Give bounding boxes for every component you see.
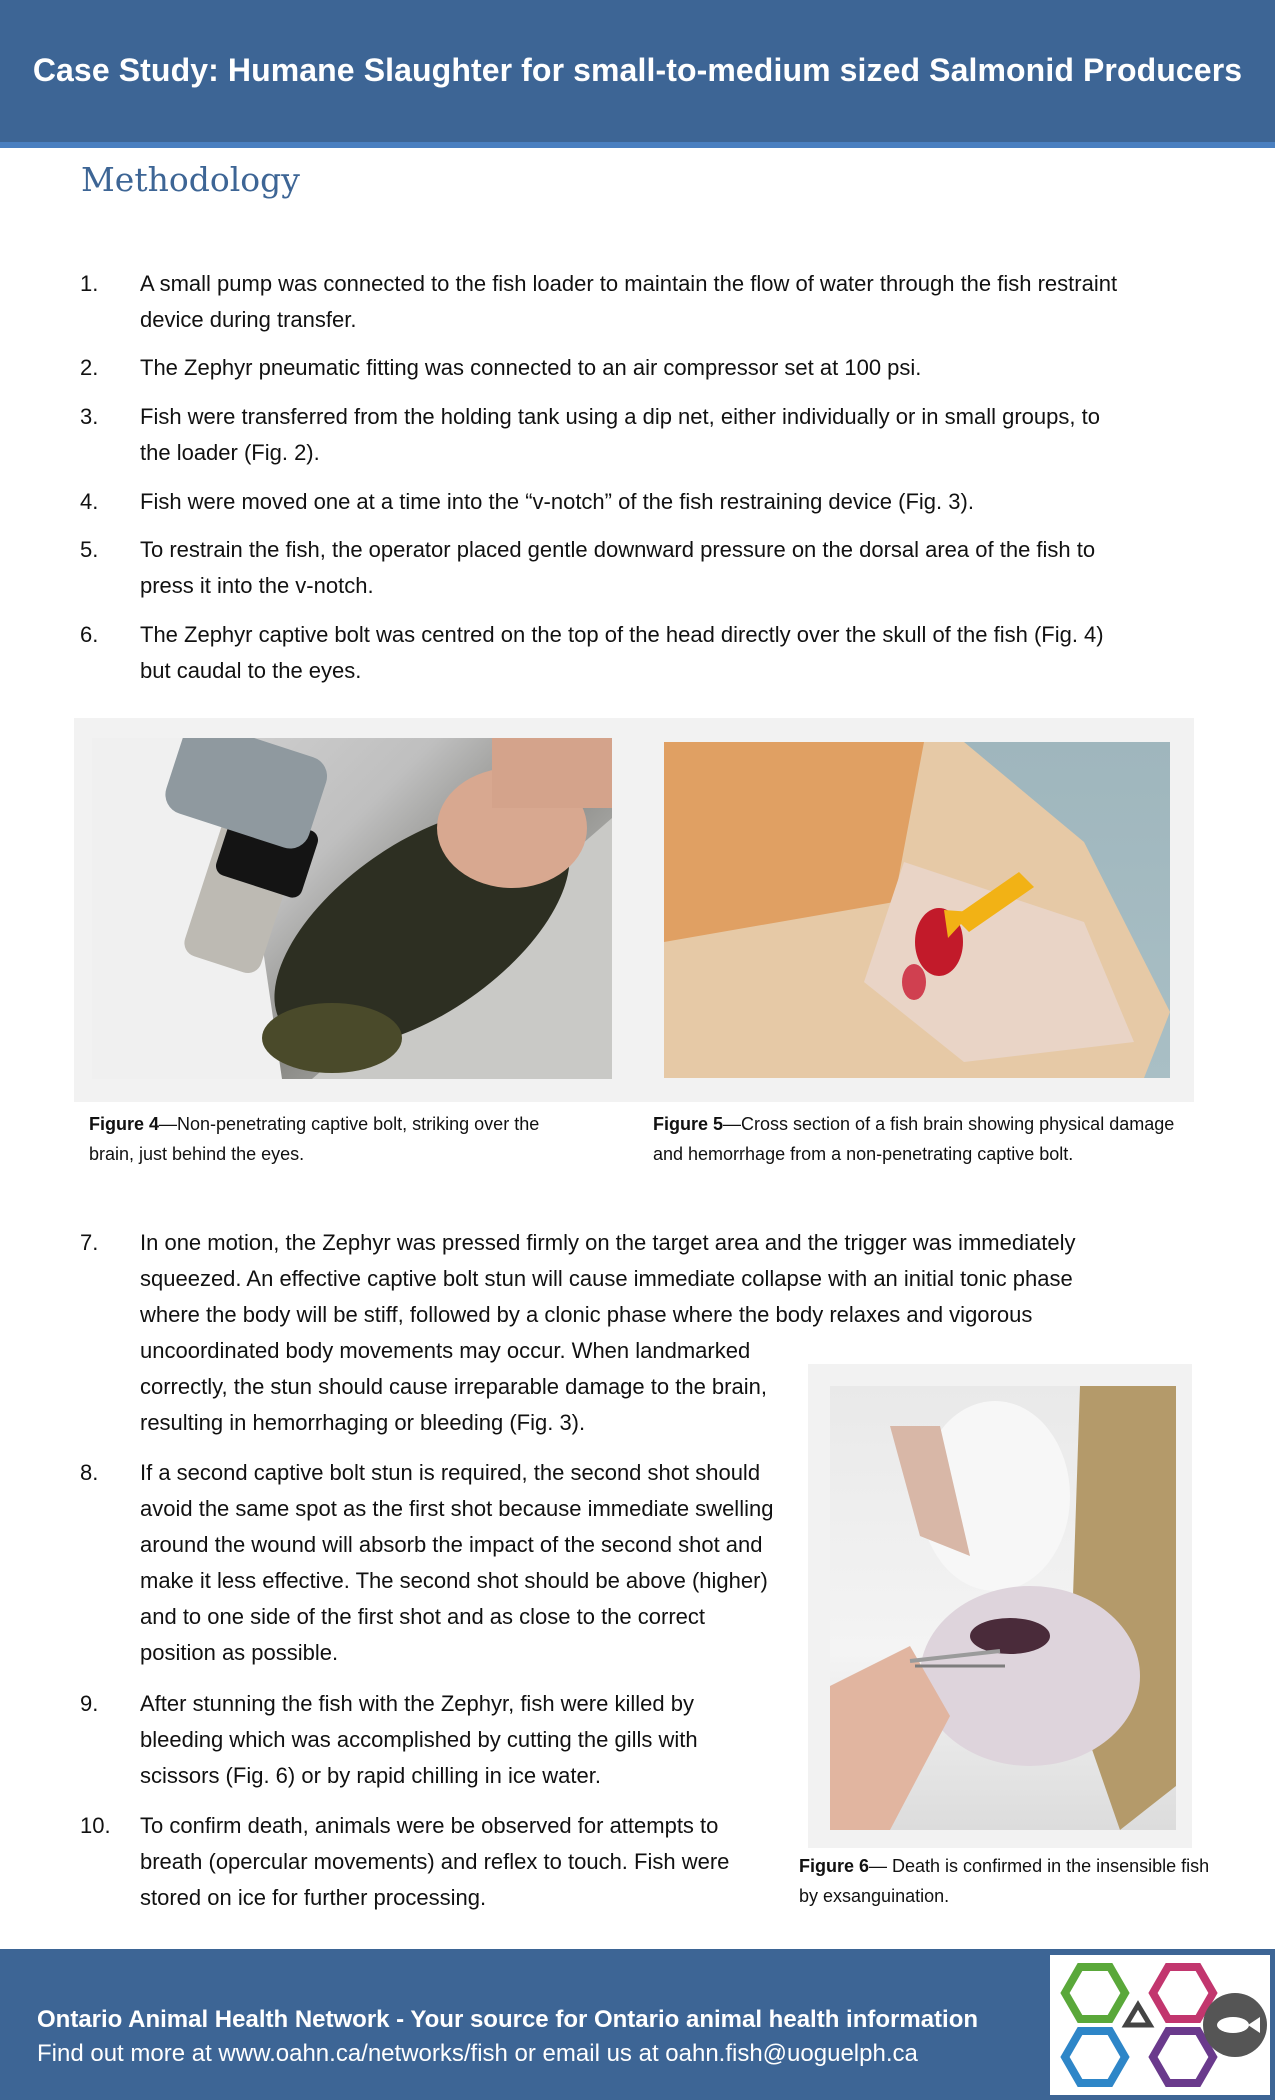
page-title: Case Study: Humane Slaughter for small-to-medium sized Salmonid Producers bbox=[32, 52, 1243, 88]
step-line: breath (opercular movements) and reflex to touch. Fish were bbox=[140, 1849, 730, 1874]
step-line: uncoordinated body movements may occur. When landmarked bbox=[140, 1338, 751, 1363]
step-line: The Zephyr pneumatic fitting was connected to an air compressor set at 100 psi. bbox=[140, 355, 922, 380]
step-line: but caudal to the eyes. bbox=[140, 658, 362, 683]
step-number: 4. bbox=[80, 489, 99, 514]
figure-4-caption bbox=[89, 1109, 609, 1169]
step-text bbox=[140, 399, 1100, 471]
oahn-logo-mark bbox=[1050, 1955, 1270, 2095]
figure-5-photo bbox=[664, 742, 1170, 1078]
figure-6-caption-text: — Death is confirmed in the insensible fish bbox=[869, 1856, 1210, 1876]
step-line: and to one side of the first shot and as close to the correct bbox=[140, 1604, 705, 1629]
step-line: resulting in hemorrhaging or bleeding (Fig. 3). bbox=[140, 1410, 586, 1435]
step-line: position as possible. bbox=[140, 1640, 339, 1665]
figure-5-label: Figure 5 bbox=[653, 1114, 724, 1134]
step-line: correctly, the stun should cause irreparable damage to the brain, bbox=[140, 1374, 767, 1399]
step-number: 7. bbox=[80, 1230, 99, 1255]
step-line: To restrain the fish, the operator placed gentle downward pressure on the dorsal area of the fish to bbox=[140, 537, 1096, 562]
step-line: After stunning the fish with the Zephyr, fish were killed by bbox=[140, 1691, 694, 1716]
step-line: scissors (Fig. 6) or by rapid chilling in ice water. bbox=[140, 1763, 601, 1788]
step-number: 9. bbox=[80, 1691, 99, 1716]
step-number: 2. bbox=[80, 355, 99, 380]
gill-cutting-illustration bbox=[830, 1386, 1176, 1830]
step-number: 6. bbox=[80, 622, 99, 647]
figure-4-caption-text-2: brain, just behind the eyes. bbox=[89, 1144, 305, 1164]
step-text bbox=[140, 532, 1095, 604]
step-line: In one motion, the Zephyr was pressed firmly on the target area and the trigger was immediately bbox=[140, 1230, 1076, 1255]
footer-tagline: Ontario Animal Health Network - Your source for Ontario animal health information bbox=[37, 2006, 979, 2033]
step-text bbox=[140, 484, 974, 520]
section-title: Methodology bbox=[81, 160, 300, 199]
figure-6-caption bbox=[799, 1851, 1239, 1911]
step-line: device during transfer. bbox=[140, 307, 357, 332]
step-number: 5. bbox=[80, 537, 99, 562]
step-text bbox=[140, 1808, 729, 1916]
step-line: press it into the v-notch. bbox=[140, 573, 374, 598]
step-line: If a second captive bolt stun is required, the second shot should bbox=[140, 1460, 761, 1485]
fish-brain-cross-section bbox=[664, 742, 1170, 1078]
step-line: The Zephyr captive bolt was centred on the top of the head directly over the skull of the fish (Fig. 4) bbox=[140, 622, 1104, 647]
step-line: stored on ice for further processing. bbox=[140, 1885, 487, 1910]
figure-6-photo bbox=[830, 1386, 1176, 1830]
step-number: 3. bbox=[80, 404, 99, 429]
step-line: To confirm death, animals were be observed for attempts to bbox=[140, 1813, 719, 1838]
figure-6-label: Figure 6 bbox=[799, 1856, 870, 1876]
step-text bbox=[140, 350, 921, 386]
step-text bbox=[140, 1686, 698, 1794]
step-line: Fish were moved one at a time into the “v-notch” of the fish restraining device (Fig. 3). bbox=[140, 489, 974, 514]
step-number: 10. bbox=[80, 1813, 111, 1838]
page-header bbox=[0, 0, 1275, 148]
figure-4-photo bbox=[92, 738, 612, 1079]
step-text bbox=[140, 617, 1104, 689]
step-line: Fish were transferred from the holding tank using a dip net, either individually or in small groups, to bbox=[140, 404, 1100, 429]
figure-5-caption bbox=[653, 1109, 1213, 1169]
step-number: 1. bbox=[80, 271, 99, 296]
footer-contact: Find out more at www.oahn.ca/networks/fish or email us at oahn.fish@uoguelph.ca bbox=[37, 2040, 918, 2067]
step-text bbox=[140, 1455, 773, 1671]
figure-4-caption-text: —Non-penetrating captive bolt, striking over the bbox=[159, 1114, 540, 1134]
step-line: around the wound will absorb the impact of the second shot and bbox=[140, 1532, 763, 1557]
oahn-fish-logo-icon bbox=[1050, 1955, 1270, 2095]
figure-5-caption-text-2: and hemorrhage from a non-penetrating captive bolt. bbox=[653, 1144, 1074, 1164]
step-line: avoid the same spot as the first shot because immediate swelling bbox=[140, 1496, 774, 1521]
captive-bolt-illustration bbox=[92, 738, 612, 1079]
step-text bbox=[140, 266, 1117, 338]
figure-4-label: Figure 4 bbox=[89, 1114, 160, 1134]
step-line: A small pump was connected to the fish loader to maintain the flow of water through the fish restraint bbox=[140, 271, 1118, 296]
step-line: make it less effective. The second shot should be above (higher) bbox=[140, 1568, 768, 1593]
step-line: bleeding which was accomplished by cutting the gills with bbox=[140, 1727, 698, 1752]
step-line: the loader (Fig. 2). bbox=[140, 440, 320, 465]
figure-5-caption-text: —Cross section of a fish brain showing physical damage bbox=[723, 1114, 1175, 1134]
step-number: 8. bbox=[80, 1460, 99, 1485]
step-line: squeezed. An effective captive bolt stun will cause immediate collapse with an initial tonic phase bbox=[140, 1266, 1073, 1291]
step-line: where the body will be stiff, followed by a clonic phase where the body relaxes and vigorous bbox=[140, 1302, 1033, 1327]
figure-6-caption-text-2: by exsanguination. bbox=[799, 1886, 950, 1906]
